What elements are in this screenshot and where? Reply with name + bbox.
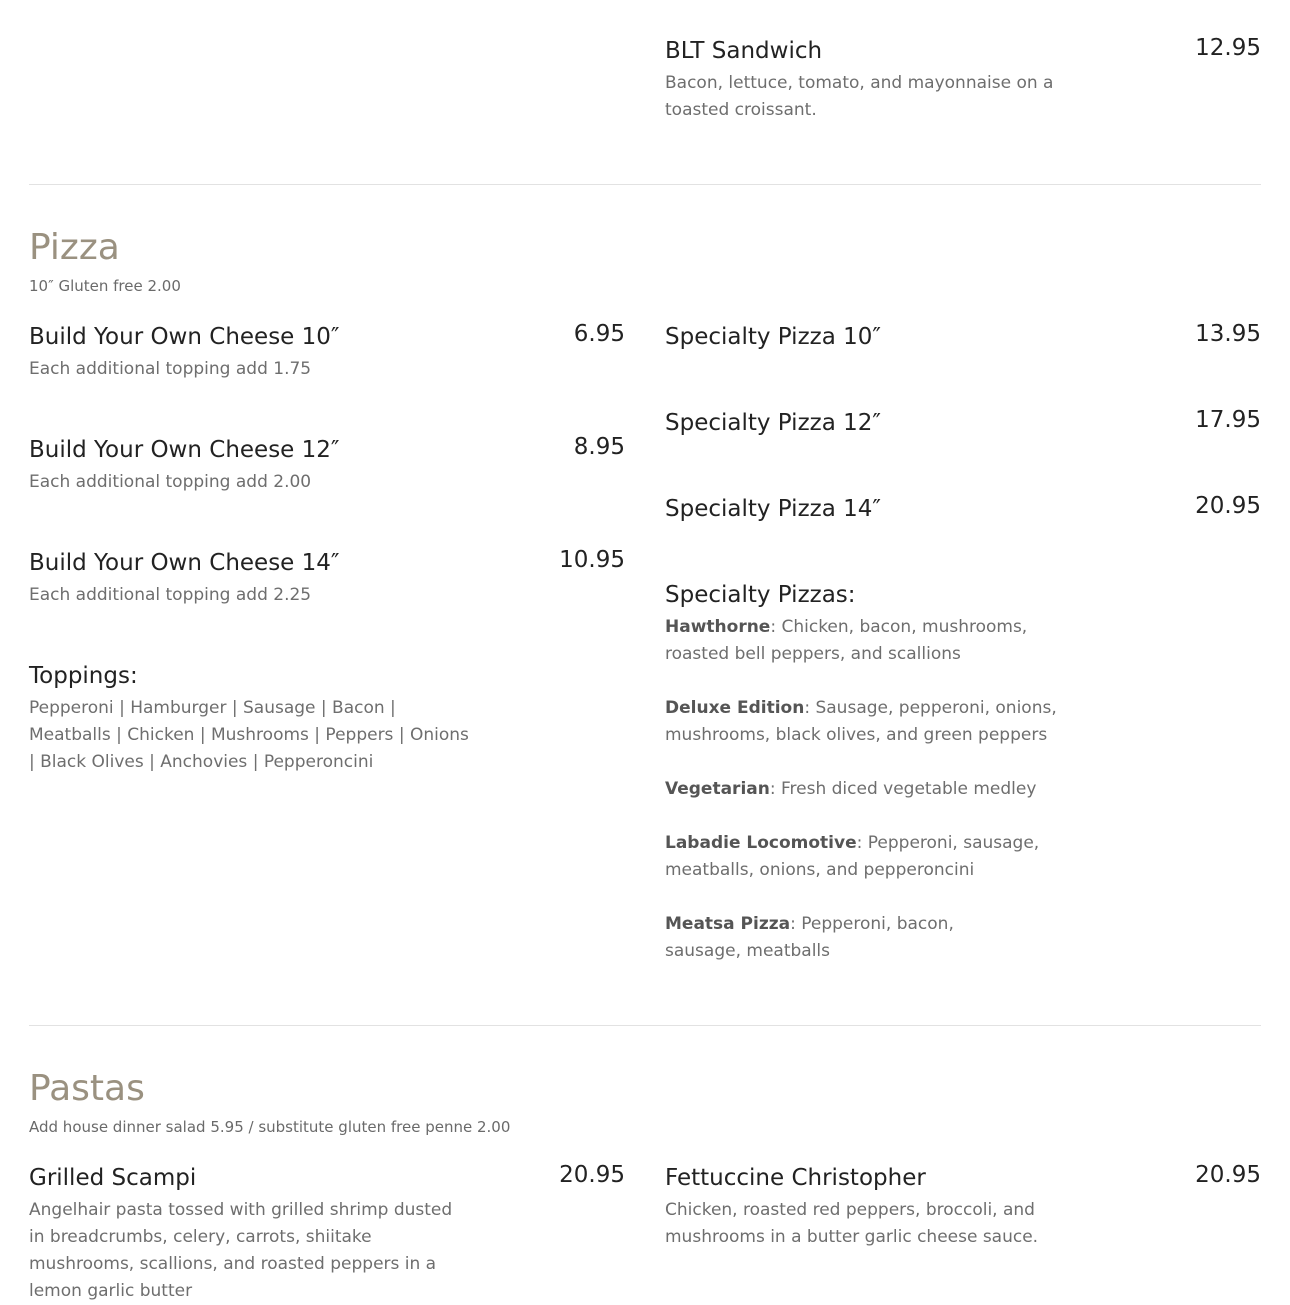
menu-item-specialty-14 [665, 494, 1261, 580]
specialty-name: Deluxe Edition [665, 698, 805, 718]
toppings-heading: Toppings: [29, 663, 138, 689]
sandwich-row [29, 36, 1261, 124]
pizza-section-header [29, 228, 181, 296]
specialty-desc: : Sausage, pepperoni, onions, mushrooms, black olives, and green peppers [665, 698, 1057, 745]
item-description: Each additional topping add 1.75 [29, 359, 312, 379]
specialty-desc: : Pepperoni, sausage, meatballs, onions, and pepperoncini [665, 833, 1040, 880]
menu-item-cheese-10 [29, 322, 625, 435]
menu-item-cheese-12 [29, 435, 625, 548]
item-name: Build Your Own Cheese 10″ [29, 324, 340, 350]
item-name: Fettuccine Christopher [665, 1165, 926, 1191]
specialty-pizzas-block [665, 580, 1261, 965]
pastas-section-header [29, 1069, 510, 1137]
section-divider [29, 1025, 1261, 1026]
menu-item-specialty-10 [665, 322, 1261, 408]
specialty-meatsa-pizza [665, 911, 955, 965]
item-price: 17.95 [1195, 407, 1261, 433]
specialty-desc: : Pepperoni, bacon, sausage, meatballs [665, 914, 954, 961]
item-description: Bacon, lettuce, tomato, and mayonnaise on a toasted croissant. [665, 73, 1054, 120]
item-name: Specialty Pizza 14″ [665, 496, 881, 522]
specialty-desc: : Chicken, bacon, mushrooms, roasted bell peppers, and scallions [665, 617, 1028, 664]
item-price: 20.95 [1195, 1162, 1261, 1188]
menu-item-cheese-14 [29, 548, 625, 661]
specialty-vegetarian [665, 776, 1085, 803]
specialty-hawthorne [665, 614, 1085, 668]
toppings-list: Pepperoni | Hamburger | Sausage | Bacon | Meatballs | Chicken | Mushrooms | Peppers | Onions | Black Olives | Anchovies | Pepperoncini [29, 698, 469, 772]
sandwich-left-col [29, 36, 625, 124]
pizza-left-column [29, 322, 625, 776]
item-name: Build Your Own Cheese 14″ [29, 550, 340, 576]
item-price: 6.95 [573, 321, 625, 347]
pizza-right-column [665, 322, 1261, 965]
specialty-deluxe-edition [665, 695, 1085, 749]
specialty-desc: : Fresh diced vegetable medley [769, 779, 1037, 799]
specialty-name: Meatsa Pizza [665, 914, 791, 934]
section-note: Add house dinner salad 5.95 / substitute gluten free penne 2.00 [29, 1118, 511, 1136]
menu-item-specialty-12 [665, 408, 1261, 494]
section-note: 10″ Gluten free 2.00 [29, 277, 181, 295]
menu-item-fettuccine-christopher [665, 1163, 1261, 1251]
item-price: 20.95 [559, 1162, 625, 1188]
item-price: 12.95 [1195, 35, 1261, 61]
item-price: 10.95 [559, 547, 625, 573]
specialty-list [665, 614, 1261, 965]
item-name: BLT Sandwich [665, 38, 823, 64]
menu-item-grilled-scampi [29, 1163, 625, 1305]
specialty-heading: Specialty Pizzas: [665, 582, 856, 608]
toppings-block [29, 661, 625, 776]
specialty-labadie-locomotive [665, 830, 1085, 884]
item-name: Grilled Scampi [29, 1165, 197, 1191]
specialty-name: Vegetarian [665, 779, 770, 799]
item-description: Each additional topping add 2.00 [29, 472, 312, 492]
item-description: Angelhair pasta tossed with grilled shrimp dusted in breadcrumbs, celery, carrots, shiitake mushrooms, scallions, and roasted peppers in a lemon garlic butter [29, 1200, 453, 1301]
section-title: Pastas [29, 1068, 145, 1109]
section-divider [29, 184, 1261, 185]
item-name: Specialty Pizza 10″ [665, 324, 881, 350]
menu-item-blt [665, 36, 1261, 124]
item-price: 13.95 [1195, 321, 1261, 347]
item-description: Each additional topping add 2.25 [29, 585, 312, 605]
section-title: Pizza [29, 227, 120, 268]
specialty-name: Labadie Locomotive [665, 833, 857, 853]
item-description: Chicken, roasted red peppers, broccoli, and mushrooms in a butter garlic cheese sauce. [665, 1200, 1039, 1247]
item-price: 20.95 [1195, 493, 1261, 519]
specialty-name: Hawthorne [665, 617, 771, 637]
item-name: Specialty Pizza 12″ [665, 410, 881, 436]
item-name: Build Your Own Cheese 12″ [29, 437, 340, 463]
item-price: 8.95 [573, 434, 625, 460]
